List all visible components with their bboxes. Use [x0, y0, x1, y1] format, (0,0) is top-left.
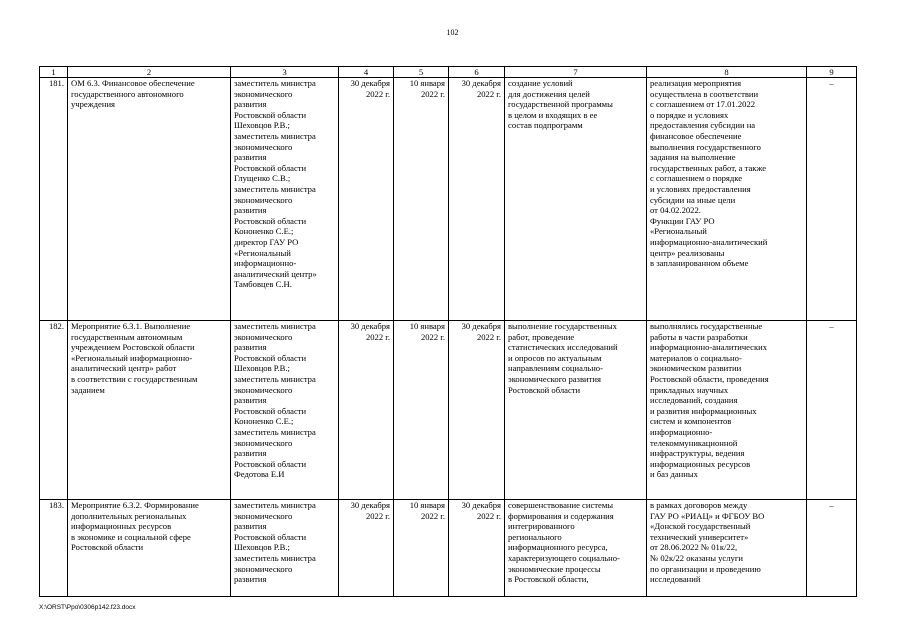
planned-end-date-line: 10 января: [409, 78, 445, 88]
actual-result-line: Ростовской области, проведения: [650, 373, 769, 384]
responsible-executor-line: Шеховцов Р.В.;: [234, 363, 290, 374]
column-header: 6: [449, 67, 505, 78]
planned-result-line: направлениям социально-: [508, 363, 603, 374]
row-number-cell: 181.: [40, 78, 68, 321]
actual-result-cell: [647, 500, 807, 597]
actual-end-date-line: 30 декабря: [461, 321, 501, 331]
row-number-cell: 183.: [40, 500, 68, 597]
responsible-executor-line: заместитель министра: [234, 500, 316, 510]
responsible-executor-line: Ростовской области: [234, 109, 307, 120]
planned-result-line: информационного ресурса,: [508, 542, 608, 553]
planned-result-line: интегрированного: [508, 521, 575, 532]
responsible-executor-line: Глущенко С.В.;: [234, 173, 291, 184]
actual-end-date-cell: [449, 78, 505, 321]
deviation-reason-cell: –: [807, 321, 857, 500]
actual-result-line: технический университет»: [650, 531, 749, 542]
planned-result-line: экономического развития: [508, 373, 601, 384]
actual-end-date-line: 30 декабря: [461, 78, 501, 88]
actual-result-line: задания на выполнение: [650, 152, 736, 163]
actual-end-date-cell: [449, 321, 505, 500]
planned-result-cell: [505, 321, 647, 500]
planned-end-date-line: 10 января: [409, 321, 445, 331]
responsible-executor-line: развития: [234, 574, 267, 585]
actual-result-line: о порядке и условиях: [650, 109, 729, 120]
actual-result-line: выполнения государственного: [650, 141, 761, 152]
planned-result-line: в целом и входящих в ее: [508, 109, 598, 120]
actual-result-line: «Региональный: [650, 226, 707, 237]
activity-name-line: в соответствии с государственным: [71, 373, 198, 384]
responsible-executor-line: экономического: [234, 510, 293, 521]
column-header: 7: [505, 67, 647, 78]
responsible-executor-line: Шеховцов Р.В.;: [234, 542, 290, 553]
planned-end-date-cell: [394, 321, 449, 500]
actual-result-line: от 28.06.2022 № 01к/22,: [650, 542, 738, 553]
actual-result-line: и условиях предоставления: [650, 183, 751, 194]
start-date-line: 30 декабря: [350, 321, 390, 331]
responsible-executor-line: экономического: [234, 384, 293, 395]
activity-name-cell: [68, 321, 231, 500]
activity-name-line: государственного автономного: [71, 88, 184, 99]
column-header: 3: [231, 67, 339, 78]
actual-end-date-line: 2022 г.: [476, 88, 501, 99]
actual-result-line: выполнялись государственные: [650, 321, 763, 331]
planned-result-line: совершенствование системы: [508, 500, 614, 510]
actual-result-line: с соглашением от 17.01.2022: [650, 99, 756, 110]
responsible-executor-line: развития: [234, 521, 267, 532]
row-number-cell: 182.: [40, 321, 68, 500]
responsible-executor-line: Тамбовцев С.Н.: [234, 279, 292, 290]
responsible-executor-line: развития: [234, 205, 267, 216]
table-row: [40, 500, 857, 597]
column-header: 5: [394, 67, 449, 78]
responsible-executor-line: Ростовской области: [234, 352, 307, 363]
responsible-executor-line: заместитель министра: [234, 552, 316, 563]
actual-result-line: Функции ГАУ РО: [650, 215, 715, 226]
actual-result-line: экономическом развитии: [650, 363, 742, 374]
start-date-line: 2022 г.: [365, 331, 390, 342]
responsible-executor-line: экономического: [234, 88, 293, 99]
actual-result-line: реализация мероприятия: [650, 78, 742, 88]
column-header: 1: [40, 67, 68, 78]
activity-name-line: заданием: [71, 384, 105, 395]
activity-name-line: аналитический центр» работ: [71, 363, 177, 374]
actual-result-line: в запланированном объеме: [650, 258, 749, 269]
activity-name-line: государственным автономным: [71, 331, 183, 342]
planned-end-date-line: 2022 г.: [420, 88, 445, 99]
planned-result-line: статистических исследований: [508, 342, 618, 353]
actual-result-line: «Донской государственный: [650, 521, 751, 532]
actual-result-line: центр» реализованы: [650, 247, 725, 258]
actual-result-line: № 02к/22 оказаны услуги: [650, 552, 743, 563]
activity-name-line: учреждением Ростовской области: [71, 342, 195, 353]
responsible-executor-line: экономического: [234, 563, 293, 574]
table-row: [40, 321, 857, 500]
planned-result-line: работ, проведение: [508, 331, 575, 342]
activity-name-cell: [68, 78, 231, 321]
actual-result-line: предоставления субсидии на: [650, 120, 756, 131]
actual-result-line: финансовое обеспечение: [650, 130, 742, 141]
planned-result-cell: [505, 500, 647, 597]
activity-name-cell: [68, 500, 231, 597]
actual-result-line: и развития информационных: [650, 405, 757, 416]
responsible-executor-cell: [231, 500, 339, 597]
report-table: [39, 66, 857, 597]
planned-result-line: в Ростовской области,: [508, 574, 589, 585]
responsible-executor-line: заместитель министра: [234, 130, 316, 141]
actual-result-line: и баз данных: [650, 469, 698, 480]
actual-end-date-cell: [449, 500, 505, 597]
responsible-executor-line: заместитель министра: [234, 321, 316, 331]
planned-result-line: создание условий: [508, 78, 573, 88]
planned-result-line: регионального: [508, 531, 562, 542]
actual-result-line: субсидии на иные цели: [650, 194, 736, 205]
activity-name-line: ОМ 6.3. Финансовое обеспечение: [71, 78, 195, 88]
responsible-executor-line: экономического: [234, 437, 293, 448]
actual-result-line: по организации и проведению: [650, 563, 761, 574]
actual-result-line: информационно-аналитический: [650, 236, 768, 247]
planned-end-date-cell: [394, 500, 449, 597]
responsible-executor-line: Ростовской области: [234, 405, 307, 416]
start-date-line: 2022 г.: [365, 88, 390, 99]
activity-name-line: Мероприятие 6.3.2. Формирование: [71, 500, 199, 510]
responsible-executor-line: экономического: [234, 194, 293, 205]
actual-result-line: систем и компонентов: [650, 416, 732, 427]
responsible-executor-line: экономического: [234, 141, 293, 152]
actual-result-line: информационно-: [650, 426, 713, 437]
responsible-executor-line: развития: [234, 395, 267, 406]
actual-result-line: государственных работ, а также: [650, 162, 767, 173]
responsible-executor-line: развития: [234, 448, 267, 459]
actual-result-line: исследований, создания: [650, 395, 738, 406]
responsible-executor-line: Федотова Е.И: [234, 469, 285, 480]
responsible-executor-line: Ростовской области: [234, 215, 307, 226]
activity-name-line: в экономике и социальной сфере: [71, 531, 191, 542]
actual-end-date-line: 30 декабря: [461, 500, 501, 510]
responsible-executor-cell: [231, 321, 339, 500]
responsible-executor-line: развития: [234, 152, 267, 163]
planned-end-date-line: 2022 г.: [420, 510, 445, 521]
actual-result-line: с соглашением о порядке: [650, 173, 743, 184]
start-date-cell: [339, 321, 394, 500]
column-header: 9: [807, 67, 857, 78]
responsible-executor-line: заместитель министра: [234, 78, 316, 88]
actual-result-line: информационно-аналитических: [650, 342, 768, 353]
activity-name-line: Ростовской области: [71, 542, 144, 553]
table-row: [40, 78, 857, 321]
planned-end-date-cell: [394, 78, 449, 321]
activity-name-line: Мероприятие 6.3.1. Выполнение: [71, 321, 191, 331]
actual-result-line: осуществлена в соответствии: [650, 88, 759, 99]
responsible-executor-line: Ростовской области: [234, 531, 307, 542]
activity-name-line: «Региональный информационно-: [71, 352, 193, 363]
actual-result-line: инфраструктуры, ведения: [650, 448, 745, 459]
start-date-line: 2022 г.: [365, 510, 390, 521]
responsible-executor-line: Ростовской области: [234, 458, 307, 469]
planned-result-line: состав подпрограмм: [508, 120, 583, 131]
actual-result-line: телекоммуникационной: [650, 437, 738, 448]
responsible-executor-line: развития: [234, 99, 267, 110]
responsible-executor-line: аналитический центр»: [234, 268, 317, 279]
responsible-executor-line: заместитель министра: [234, 183, 316, 194]
responsible-executor-line: заместитель министра: [234, 426, 316, 437]
planned-end-date-line: 10 января: [409, 500, 445, 510]
planned-result-line: для достижения целей: [508, 88, 590, 99]
planned-result-cell: [505, 78, 647, 321]
planned-result-line: выполнение государственных: [508, 321, 617, 331]
planned-result-line: Ростовской области: [508, 384, 581, 395]
actual-end-date-line: 2022 г.: [476, 510, 501, 521]
responsible-executor-line: заместитель министра: [234, 373, 316, 384]
start-date-line: 30 декабря: [350, 78, 390, 88]
actual-result-line: в рамках договоров между: [650, 500, 748, 510]
responsible-executor-cell: [231, 78, 339, 321]
actual-result-line: работы в части разработки: [650, 331, 748, 342]
column-header: 8: [647, 67, 807, 78]
actual-result-line: информационных ресурсов: [650, 458, 751, 469]
deviation-reason-cell: –: [807, 500, 857, 597]
activity-name-line: дополнительных региональных: [71, 510, 187, 521]
responsible-executor-line: развития: [234, 342, 267, 353]
responsible-executor-line: информационно-: [234, 258, 297, 269]
responsible-executor-line: экономического: [234, 331, 293, 342]
responsible-executor-line: Шеховцов Р.В.;: [234, 120, 290, 131]
column-number-row: [40, 67, 857, 78]
responsible-executor-line: Кононенко С.Е.;: [234, 226, 294, 237]
planned-result-line: экономические процессы: [508, 563, 601, 574]
actual-result-cell: [647, 321, 807, 500]
activity-name-line: учреждения: [71, 99, 116, 110]
planned-end-date-line: 2022 г.: [420, 331, 445, 342]
actual-result-line: прикладных научных: [650, 384, 729, 395]
actual-result-line: материалов о социально-: [650, 352, 742, 363]
actual-result-cell: [647, 78, 807, 321]
column-header: 4: [339, 67, 394, 78]
planned-result-line: и опросов по актуальным: [508, 352, 602, 363]
start-date-cell: [339, 500, 394, 597]
planned-result-line: характеризующего социально-: [508, 552, 620, 563]
actual-end-date-line: 2022 г.: [476, 331, 501, 342]
column-header: 2: [68, 67, 231, 78]
file-path-footer: X:\ORST\Ppo\0306p142.f23.docx: [39, 604, 136, 611]
actual-result-line: ГАУ РО «РИАЦ» и ФГБОУ ВО: [650, 510, 765, 521]
planned-result-line: формирования и содержания: [508, 510, 614, 521]
page-number: 102: [446, 28, 459, 37]
planned-result-line: государственной программы: [508, 99, 613, 110]
responsible-executor-line: Ростовской области: [234, 162, 307, 173]
actual-result-line: от 04.02.2022.: [650, 205, 701, 216]
deviation-reason-cell: –: [807, 78, 857, 321]
responsible-executor-line: Кононенко С.Е.;: [234, 416, 294, 427]
responsible-executor-line: директор ГАУ РО: [234, 236, 299, 247]
actual-result-line: исследований: [650, 574, 701, 585]
activity-name-line: информационных ресурсов: [71, 521, 172, 532]
responsible-executor-line: «Региональный: [234, 247, 291, 258]
start-date-line: 30 декабря: [350, 500, 390, 510]
start-date-cell: [339, 78, 394, 321]
